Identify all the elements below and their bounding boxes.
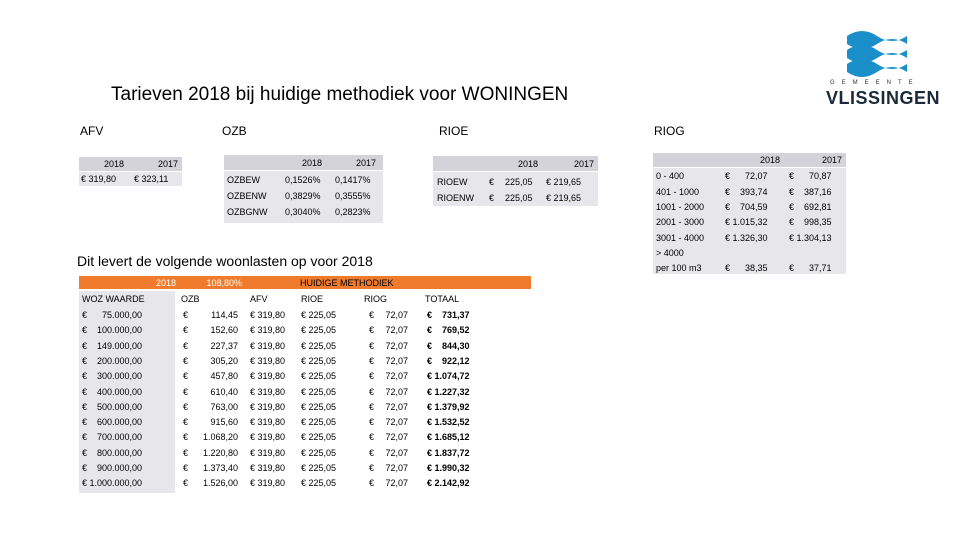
woon-row-afv: € 319,80 xyxy=(250,310,286,320)
riog-row-2018: € 1.015,32 xyxy=(725,217,768,227)
page-title: Tarieven 2018 bij huidige methodiek voor WONINGEN xyxy=(111,84,569,105)
woon-row-ozb-euro: € xyxy=(183,340,189,351)
ozb-row-2018: 0,3829% xyxy=(285,191,321,201)
woon-row-afv: € 319,80 xyxy=(250,355,286,366)
ozb-row-2017: 0,2823% xyxy=(335,207,371,217)
woon-row-riog: 72,07 xyxy=(385,401,408,412)
woon-row-rioe: € 225,05 xyxy=(301,463,337,473)
riog-row-label: > 4000 xyxy=(656,248,684,258)
rioe-header-2017: 2017 xyxy=(573,159,594,169)
rioe-row-label: RIOENW xyxy=(437,193,474,203)
woon-row-riog: 72,07 xyxy=(385,417,408,428)
rioe-row-2018: 225,05 xyxy=(505,177,533,187)
woon-row-riog-euro: € xyxy=(369,401,375,412)
riog-row-label: per 100 m3 xyxy=(656,263,702,273)
riog-row-2018: € 393,74 xyxy=(725,187,768,197)
woon-row-rioe: € 225,05 xyxy=(301,310,337,320)
woon-row-rioe: € 225,05 xyxy=(301,417,337,428)
ozb-header-2017: 2017 xyxy=(355,158,376,168)
woon-header-method: HUIDIGE METHODIEK xyxy=(300,278,394,288)
logo-gemeente-text: GEMEENTE xyxy=(830,80,920,86)
woon-row-riog-euro: € xyxy=(369,340,375,351)
woon-row-riog-euro: € xyxy=(369,432,375,443)
woon-row-afv: € 319,80 xyxy=(250,432,286,443)
woon-row-rioe: € 225,05 xyxy=(301,447,337,458)
woon-row-riog-euro: € xyxy=(369,371,375,382)
woon-row-ozb: 1.373,40 xyxy=(202,463,238,473)
woon-row-woz: € 500.000,00 xyxy=(82,401,143,412)
ozb-row-label: OZBGNW xyxy=(227,207,268,217)
woon-row-woz: € 1.000.000,00 xyxy=(82,478,143,489)
afv-header-2018: 2018 xyxy=(103,159,124,169)
riog-row-2018: € 704,59 xyxy=(725,202,768,212)
waves-logo-icon xyxy=(842,22,912,82)
riog-row-2017: € 692,81 xyxy=(789,202,832,212)
section-ozb-label: OZB xyxy=(222,124,247,138)
woon-row-totaal: € 1.990,32 xyxy=(427,463,470,473)
rioe-header-2018: 2018 xyxy=(517,159,538,169)
gemeente-logo xyxy=(820,22,950,112)
woon-row-rioe: € 225,05 xyxy=(301,340,337,351)
woon-row-ozb-euro: € xyxy=(183,310,189,320)
woon-header-pct: 108,80% xyxy=(206,278,242,288)
riog-row-label: 401 - 1000 xyxy=(656,187,700,197)
rioe-row-2017: € 219,65 xyxy=(546,193,582,203)
woon-row-rioe: € 225,05 xyxy=(301,478,337,489)
woon-row-ozb: 1.068,20 xyxy=(202,432,238,443)
woon-row-ozb: 763,00 xyxy=(210,401,238,412)
woon-row-woz: € 149.000,00 xyxy=(82,340,143,351)
woon-row-riog: 72,07 xyxy=(385,463,408,473)
woon-row-ozb-euro: € xyxy=(183,355,189,366)
woon-row-totaal: € 1.837,72 xyxy=(427,447,470,458)
section-riog-label: RIOG xyxy=(654,124,685,138)
section-rioe-label: RIOE xyxy=(439,124,469,138)
woon-row-totaal: € 731,37 xyxy=(427,310,470,320)
woon-row-ozb-euro: € xyxy=(183,401,189,412)
woon-col-riog: RIOG xyxy=(364,294,388,304)
woon-row-totaal: € 769,52 xyxy=(427,325,470,336)
afv-value-2017: € 323,11 xyxy=(134,174,169,184)
woon-row-riog-euro: € xyxy=(369,478,375,489)
riog-row-2017: € 70,87 xyxy=(789,171,832,181)
woon-row-riog: 72,07 xyxy=(385,371,408,382)
riog-row-2017: € 387,16 xyxy=(789,187,832,197)
ozb-row-2018: 0,3040% xyxy=(285,207,321,217)
woon-row-ozb: 114,45 xyxy=(211,310,238,320)
woon-row-riog: 72,07 xyxy=(385,386,408,397)
woon-row-riog-euro: € xyxy=(369,355,375,366)
woon-row-rioe: € 225,05 xyxy=(301,432,337,443)
woon-col-totaal: TOTAAL xyxy=(425,294,460,304)
riog-row-2018: € 1.326,30 xyxy=(725,233,768,243)
woon-row-afv: € 319,80 xyxy=(250,447,286,458)
woon-row-woz: € 600.000,00 xyxy=(82,417,143,428)
woon-row-totaal: € 922,12 xyxy=(427,355,470,366)
riog-row-2018: € 38,35 xyxy=(725,263,768,273)
woon-row-woz: € 75.000,00 xyxy=(82,310,143,320)
riog-row-2017: € 1.304,13 xyxy=(789,233,832,243)
woon-row-afv: € 319,80 xyxy=(250,463,286,473)
riog-row-label: 0 - 400 xyxy=(656,171,685,181)
ozb-row-2017: 0,1417% xyxy=(335,175,371,185)
afv-header-2017: 2017 xyxy=(157,159,178,169)
woon-row-woz: € 900.000,00 xyxy=(82,463,143,473)
riog-row-2017: € 37,71 xyxy=(789,263,832,273)
woon-row-ozb: 305,20 xyxy=(210,355,238,366)
woon-row-riog-euro: € xyxy=(369,417,375,428)
woon-row-riog-euro: € xyxy=(369,386,375,397)
woon-row-totaal: € 1.379,92 xyxy=(427,401,470,412)
woon-row-riog: 72,07 xyxy=(385,478,408,489)
riog-row-2017: € 998,35 xyxy=(789,217,832,227)
riog-row-label: 3001 - 4000 xyxy=(656,233,705,243)
woon-row-rioe: € 225,05 xyxy=(301,355,337,366)
woon-row-ozb-euro: € xyxy=(183,417,189,428)
woon-row-ozb-euro: € xyxy=(183,478,189,489)
rioe-row-euro: € xyxy=(489,193,495,203)
ozb-row-label: OZBEW xyxy=(227,175,260,185)
woon-row-riog: 72,07 xyxy=(385,355,408,366)
ozb-header-2018: 2018 xyxy=(301,158,322,168)
section-afv-label: AFV xyxy=(80,124,104,138)
woon-row-afv: € 319,80 xyxy=(250,325,286,336)
woon-row-ozb-euro: € xyxy=(183,432,189,443)
rioe-row-2018: 225,05 xyxy=(505,193,533,203)
riog-header-2017: 2017 xyxy=(821,155,842,165)
woon-header-year: 2018 xyxy=(155,278,176,288)
woon-row-riog: 72,07 xyxy=(385,325,408,336)
woon-row-totaal: € 1.227,32 xyxy=(427,386,470,397)
riog-row-2018: € 72,07 xyxy=(725,171,768,181)
woon-row-ozb-euro: € xyxy=(183,371,189,382)
woon-row-ozb-euro: € xyxy=(183,463,189,473)
woon-row-ozb: 1.526,00 xyxy=(202,478,238,489)
woon-row-ozb-euro: € xyxy=(183,447,189,458)
woon-row-rioe: € 225,05 xyxy=(301,371,337,382)
woon-row-woz: € 400.000,00 xyxy=(82,386,143,397)
woon-row-ozb: 457,80 xyxy=(210,371,238,382)
woon-row-riog-euro: € xyxy=(369,310,375,320)
woonlasten-subtitle: Dit levert de volgende woonlasten op voor 2018 xyxy=(77,253,373,269)
woon-row-riog: 72,07 xyxy=(385,310,408,320)
woon-row-afv: € 319,80 xyxy=(250,401,286,412)
logo-name-text: VLISSINGEN xyxy=(826,88,941,108)
rioe-row-euro: € xyxy=(489,177,495,187)
ozb-row-2017: 0,3555% xyxy=(335,191,371,201)
woon-row-riog-euro: € xyxy=(369,447,375,458)
woon-row-ozb: 915,60 xyxy=(210,417,238,428)
woon-row-woz: € 800.000,00 xyxy=(82,447,143,458)
rioe-row-label: RIOEW xyxy=(437,177,468,187)
woon-row-afv: € 319,80 xyxy=(250,371,286,382)
woon-row-ozb: 152,60 xyxy=(210,325,238,336)
riog-row-label: 1001 - 2000 xyxy=(656,202,705,212)
woon-row-woz: € 200.000,00 xyxy=(82,355,143,366)
ozb-row-2018: 0,1526% xyxy=(285,175,321,185)
woon-col-afv: AFV xyxy=(250,294,268,304)
riog-header-2018: 2018 xyxy=(759,155,780,165)
woon-row-riog: 72,07 xyxy=(385,432,408,443)
woon-row-afv: € 319,80 xyxy=(250,340,286,351)
woon-row-riog: 72,07 xyxy=(385,447,408,458)
woon-row-rioe: € 225,05 xyxy=(301,325,337,336)
woon-row-totaal: € 1.532,52 xyxy=(427,417,470,428)
woon-row-rioe: € 225,05 xyxy=(301,401,337,412)
woon-row-afv: € 319,80 xyxy=(250,417,286,428)
woon-row-afv: € 319,80 xyxy=(250,478,286,489)
afv-value-2018: € 319,80 xyxy=(81,174,117,184)
woon-row-woz: € 100.000,00 xyxy=(82,325,143,336)
woon-row-woz: € 700.000,00 xyxy=(82,432,143,443)
woon-row-ozb-euro: € xyxy=(183,386,189,397)
woon-row-riog-euro: € xyxy=(369,463,375,473)
woon-row-riog-euro: € xyxy=(369,325,375,336)
woon-row-ozb: 610,40 xyxy=(210,386,238,397)
woon-row-riog: 72,07 xyxy=(385,340,408,351)
woon-row-afv: € 319,80 xyxy=(250,386,286,397)
woon-col-woz: WOZ WAARDE xyxy=(82,294,145,304)
woon-row-rioe: € 225,05 xyxy=(301,386,337,397)
woon-row-ozb: 227,37 xyxy=(210,340,238,351)
woon-row-ozb: 1.220,80 xyxy=(202,447,238,458)
woon-row-ozb-euro: € xyxy=(183,325,189,336)
woon-row-totaal: € 2.142,92 xyxy=(427,478,470,489)
woon-row-totaal: € 1.074,72 xyxy=(427,371,470,382)
woon-row-totaal: € 1.685,12 xyxy=(427,432,470,443)
woon-row-totaal: € 844,30 xyxy=(427,340,470,351)
woon-col-rioe: RIOE xyxy=(301,294,324,304)
riog-row-label: 2001 - 3000 xyxy=(656,217,705,227)
woon-row-woz: € 300.000,00 xyxy=(82,371,143,382)
ozb-row-label: OZBENW xyxy=(227,191,267,201)
woon-col-ozb: OZB xyxy=(181,294,200,304)
rioe-row-2017: € 219,65 xyxy=(546,177,582,187)
